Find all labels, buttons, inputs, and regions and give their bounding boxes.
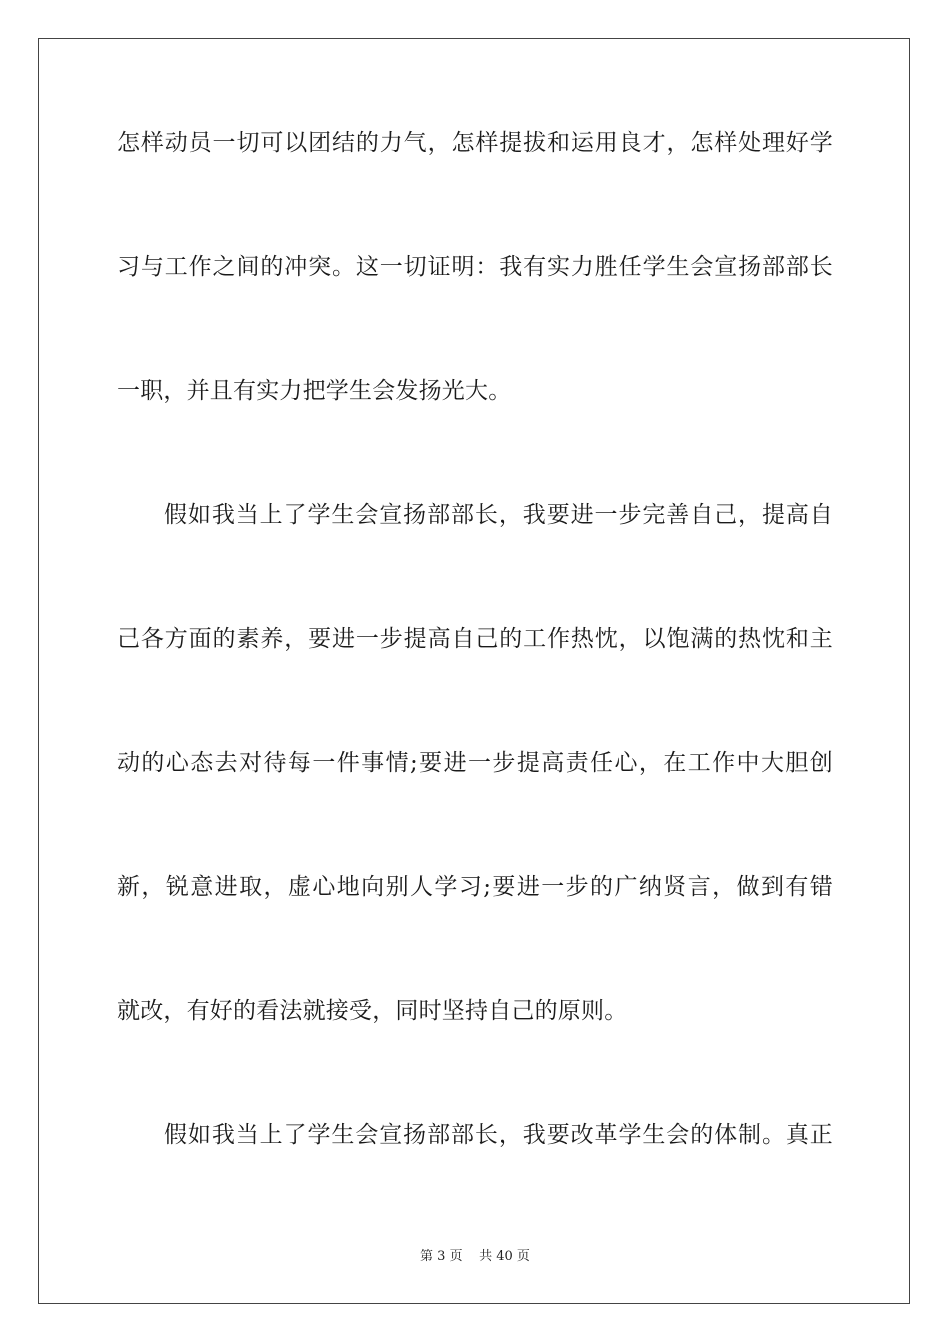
text-line-1: 怎样动员一切可以团结的力气，怎样提拔和运用良才，怎样处理好学 (117, 130, 833, 156)
text-line-3: 一职，并且有实力把学生会发扬光大。 (117, 378, 512, 404)
text-line-8: 就改，有好的看法就接受，同时坚持自己的原则。 (117, 998, 628, 1024)
page-number: 第 3 页 (420, 1249, 463, 1264)
text-line-4: 假如我当上了学生会宣扬部部长，我要进一步完善自己，提高自 (164, 502, 833, 528)
text-line-5: 己各方面的素养，要进一步提高自己的工作热忱，以饱满的热忱和主 (117, 626, 833, 652)
text-line-6: 动的心态去对待每一件事情;要进一步提高责任心，在工作中大胆创 (117, 750, 833, 776)
text-line-2: 习与工作之间的冲突。这一切证明：我有实力胜任学生会宣扬部部长 (117, 254, 833, 280)
text-line-7: 新，锐意进取，虚心地向别人学习;要进一步的广纳贤言，做到有错 (117, 874, 833, 900)
page-total: 共 40 页 (479, 1249, 530, 1264)
document-body (117, 112, 833, 1166)
page-footer (0, 1245, 950, 1264)
text-line-9: 假如我当上了学生会宣扬部部长，我要改革学生会的体制。真正 (164, 1122, 833, 1148)
